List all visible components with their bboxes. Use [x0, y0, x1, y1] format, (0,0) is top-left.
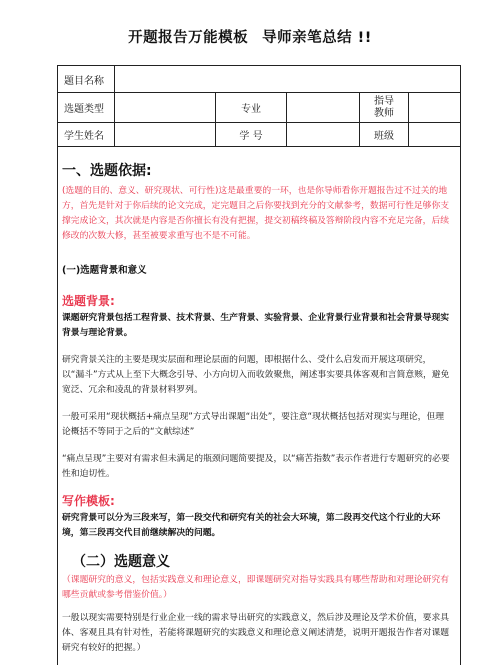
topic-label: 题目名称 [58, 66, 115, 93]
background-paragraph-4: “痛点呈现”主要对有需求但未满足的瓶颈问题简要提及，以“痛苦指数”表示作者进行专题研究的必要性和迫切性。 [62, 454, 450, 479]
subsection1-heading: (一)选题背景和意义 [62, 265, 147, 276]
type-label: 选题类型 [58, 93, 115, 123]
template-heading: 写作模板: [62, 494, 115, 508]
class-field[interactable] [409, 123, 461, 147]
section1-note: (选题的目的、意义、研究现状、可行性)这是最重要的一环，也是你导师看你开题报告过不过关的地方，首先是针对于你后续的论文完成，定完题目之后你要找到充分的文献参考，数据可行性足够你支撑完成论文，其次就是内容是否你擅长有没有把握，提交初稿终稿及答辩阶段内容不充足完备，后续修改的次数大修，甚至被要求重写也不是不可能。 [62, 186, 450, 241]
class-label: 班级 [360, 123, 409, 147]
info-form-table [57, 65, 461, 147]
student-id-label: 学 号 [216, 123, 287, 147]
advisor-field[interactable] [409, 93, 461, 123]
major-field[interactable] [287, 93, 360, 123]
page-title-sub: 导师亲笔总结 !! [262, 30, 372, 46]
type-field[interactable] [115, 93, 216, 123]
student-id-field[interactable] [287, 123, 360, 147]
page-title [0, 26, 500, 47]
background-paragraph-2: 研究背景关注的主要是现实层面和理论层面的问题，即根据什么、受什么启发而开展这项研究，以“漏斗”方式从上至下大概念引导、小方向切入而收敛聚焦，阐述事实要具体客观和言简意赅，避免宽泛、冗余和凌乱的背景材料罗列。 [62, 355, 450, 395]
section2-note: （课题研究的意义，包括实践意义和理论意义，即课题研究对指导实践具有哪些帮助和对理论研究有哪些贡献或参考借鉴价值。） [62, 575, 450, 600]
section1-heading: 一、选题依据: [62, 163, 152, 179]
template-paragraph: 研究背景可以分为三段来写，第一段交代和研究有关的社会大环境，第二段再交代这个行业的大环境，第三段再交代目前继续解决的问题。 [62, 513, 441, 538]
background-paragraph-1: 课题研究背景包括工程背景、技术背景、生产背景、实验背景、企业背景行业背景和社会背景导现实背景与理论背景。 [62, 313, 450, 338]
page-title-main: 开题报告万能模板 [128, 30, 249, 46]
section2-heading: （二）选题意义 [72, 554, 170, 570]
section2-paragraph: 一般以现实需要特别是行业企业一线的需求导出研究的实践意义，然后涉及理论及学术价值，要求具体、客观且具有针对性，若能将课题研究的实践意义和理论意义阐述清楚，说明开题报告作者对课题研究有较好的把握。） [62, 613, 450, 653]
name-field[interactable] [115, 123, 216, 147]
major-label: 专业 [216, 93, 287, 123]
content-area [62, 152, 452, 656]
topic-field[interactable] [115, 66, 461, 93]
background-heading: 选题背景: [62, 294, 115, 308]
background-paragraph-3: 一般可采用“现状概括+痛点呈现”方式导出课题“出处”，要注意“现状概括包括对现实与理论，但理论概括不等同于之后的“文献综述” [62, 412, 445, 437]
advisor-label: 指导 教师 [360, 93, 409, 123]
name-label: 学生姓名 [58, 123, 115, 147]
